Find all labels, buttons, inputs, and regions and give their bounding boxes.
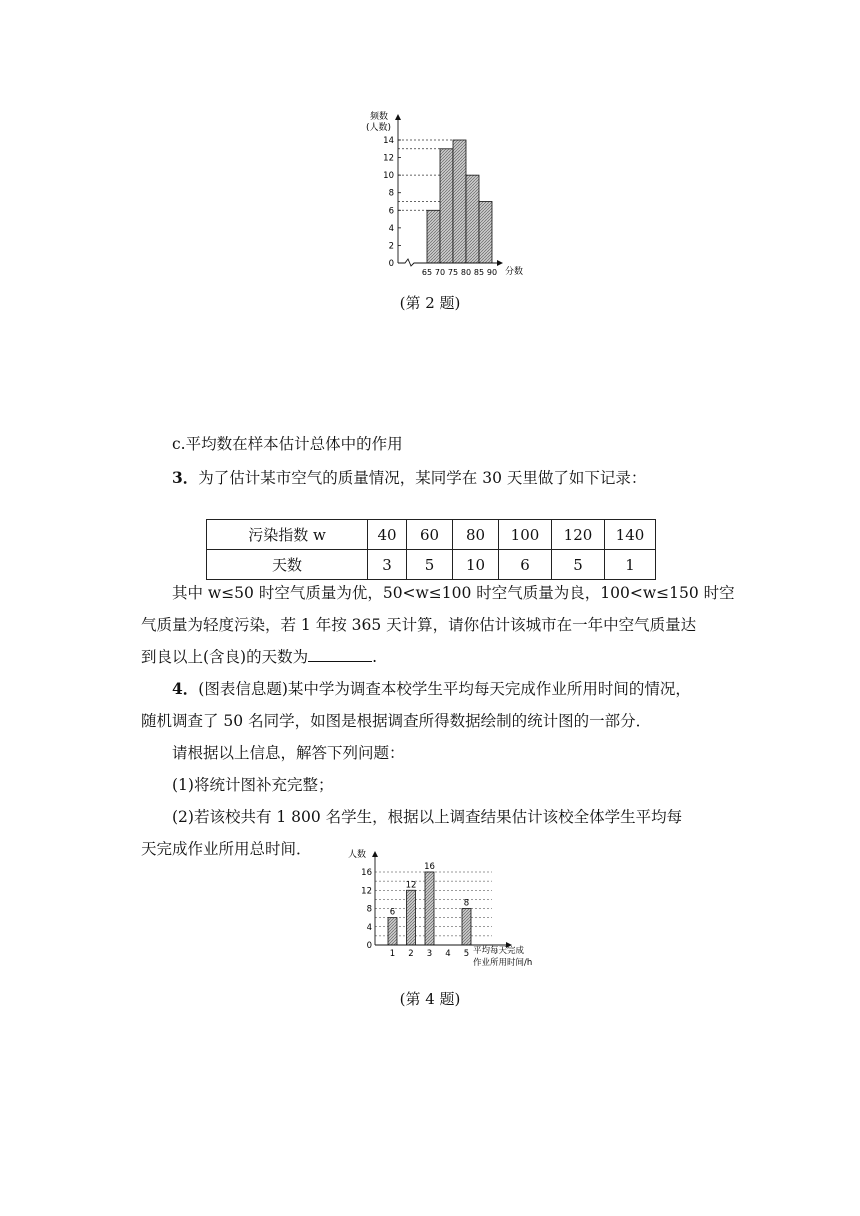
table-cell: 5	[407, 550, 453, 580]
x-tick-label: 65	[421, 268, 433, 277]
histogram-bar	[453, 140, 466, 263]
data-label: 16	[424, 862, 435, 872]
table-cell: 140	[605, 520, 656, 550]
x-axis-label-line2: 作业所用时间/h	[473, 958, 533, 968]
y-tick-label: 2	[388, 241, 394, 252]
question-4-number: 4．	[172, 679, 199, 698]
table-cell: 60	[407, 520, 453, 550]
question-4-part-2: (2)若该校共有 1 800 名学生，根据以上调查结果估计该校全体学生平均每	[172, 808, 683, 826]
data-label: 12	[405, 880, 417, 891]
table-cell: 3	[368, 550, 407, 580]
x-tick-label: 1	[389, 949, 396, 959]
y-tick-label: 8	[366, 904, 372, 915]
y-tick-label: 0	[366, 941, 372, 951]
table-row	[207, 520, 656, 550]
table-header-cell: 污染指数 w	[207, 520, 368, 550]
bar	[462, 909, 471, 946]
x-axis-arrow-icon	[497, 260, 503, 266]
bar	[425, 872, 434, 945]
y-tick-label: 8	[388, 188, 394, 199]
x-axis-label: 分数	[505, 267, 524, 277]
pollution-record-table	[206, 519, 656, 580]
question-4-line-3: 请根据以上信息，解答下列问题：	[172, 744, 405, 762]
x-tick-label: 85	[473, 268, 485, 277]
x-tick-label: 80	[460, 268, 472, 277]
table-cell: 40	[368, 520, 407, 550]
answer-blank[interactable]	[308, 645, 372, 662]
y-axis-label: 人数	[348, 850, 367, 860]
bar	[407, 890, 416, 945]
y-tick-label: 12	[383, 153, 394, 164]
bar	[388, 918, 397, 945]
y-tick-label: 16	[361, 868, 372, 878]
question-3-line-3	[141, 645, 377, 669]
y-axis-arrow-icon	[395, 114, 401, 120]
question-4-line-1	[172, 677, 691, 701]
x-tick-label: 2	[408, 949, 414, 959]
y-axis-label-line2: (人数)	[366, 123, 392, 133]
histogram-bar	[466, 175, 479, 263]
histogram-bar	[427, 210, 440, 263]
table-cell: 120	[552, 520, 605, 550]
x-tick-label: 5	[463, 949, 470, 959]
section-heading-c: c.平均数在样本估计总体中的作用	[172, 435, 403, 453]
question-4-text: (图表信息题)某中学为调查本校学生平均每天完成作业所用时间的情况，	[198, 680, 691, 698]
table-cell: 10	[453, 550, 499, 580]
table-header-cell: 天数	[207, 550, 368, 580]
table-cell: 5	[552, 550, 605, 580]
figure-caption-q4: (第 4 题)	[399, 990, 461, 1008]
data-label: 6	[389, 907, 396, 918]
y-tick-label: 14	[383, 136, 394, 146]
question-3-text: 为了估计某市空气的质量情况，某同学在 30 天里做了如下记录：	[198, 469, 647, 487]
y-tick-label: 6	[388, 206, 394, 217]
x-tick-label: 90	[486, 268, 498, 277]
question-3-line-1: 其中 w≤50 时空气质量为优，50<w≤100 时空气质量为良，100<w≤150 时空	[172, 584, 735, 602]
question-4-line-2: 随机调查了 50 名同学，如图是根据调查所得数据绘制的统计图的一部分．	[141, 712, 652, 730]
question-4-line-6: 天完成作业所用总时间．	[141, 840, 312, 858]
table-cell: 80	[453, 520, 499, 550]
table-cell: 100	[499, 520, 552, 550]
figure-caption-q2: (第 2 题)	[399, 294, 461, 312]
y-axis-arrow-icon	[372, 851, 378, 857]
table-row	[207, 550, 656, 580]
table-cell: 1	[605, 550, 656, 580]
question-3-prompt	[172, 466, 646, 490]
x-tick-label: 70	[434, 268, 446, 277]
data-label: 8	[463, 898, 470, 909]
y-tick-label: 4	[366, 922, 372, 933]
question-3-line-3-end: .	[372, 648, 378, 666]
x-tick-label: 75	[447, 268, 459, 277]
y-tick-label: 0	[388, 259, 394, 269]
x-axis-label-line1: 平均每天完成	[473, 946, 525, 956]
histogram-chart	[355, 105, 535, 285]
y-tick-label: 12	[361, 886, 372, 897]
histogram-bar	[479, 202, 492, 264]
question-3-line-2: 气质量为轻度污染，若 1 年按 365 天计算，请你估计该城市在一年中空气质量达	[141, 616, 697, 634]
table-cell: 6	[499, 550, 552, 580]
bar-chart	[340, 840, 560, 980]
question-4-part-1: (1)将统计图补充完整；	[172, 776, 334, 794]
x-tick-label: 3	[426, 949, 433, 959]
question-3-number: 3．	[172, 468, 199, 487]
histogram-bar	[440, 149, 453, 263]
x-tick-label: 4	[445, 949, 451, 959]
question-3-line-3-text: 到良以上(含良)的天数为	[141, 648, 309, 666]
y-axis-label-line1: 频数	[370, 112, 389, 122]
y-tick-label: 4	[388, 223, 394, 234]
y-tick-label: 10	[383, 171, 394, 182]
